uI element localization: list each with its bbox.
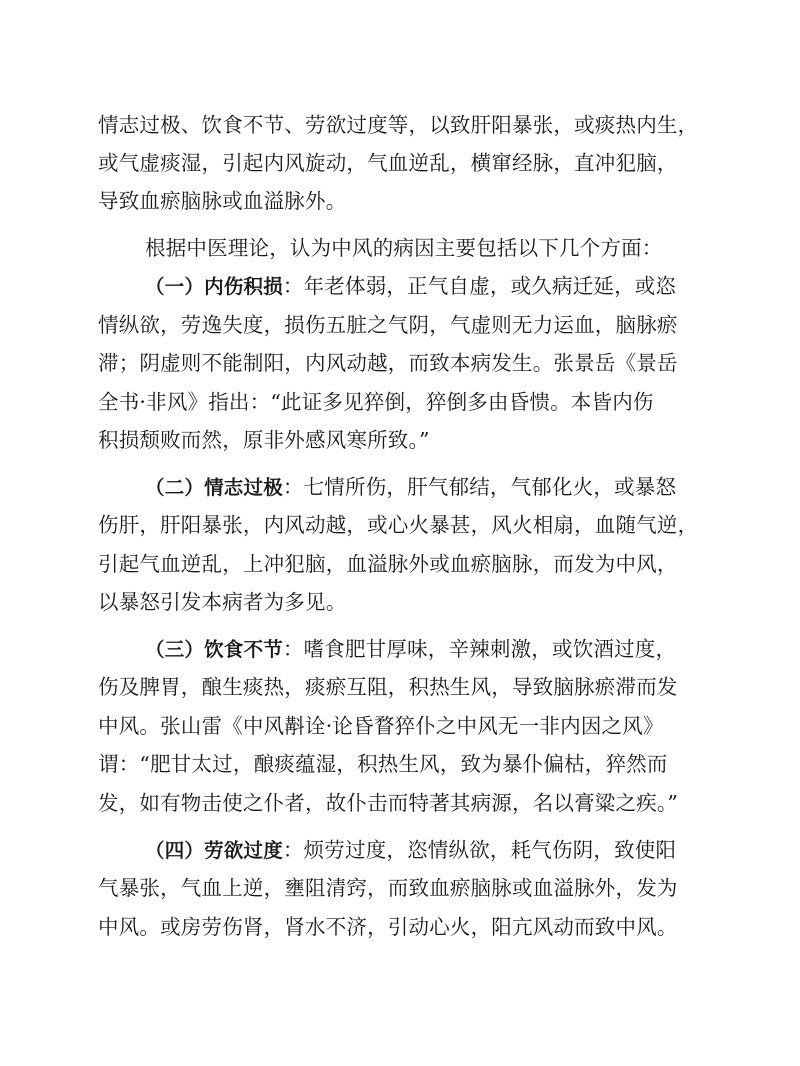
section-3-line: 中风。张山雷《中风斠诠·论昏瞀猝仆之中风无一非内因之风》 — [98, 714, 664, 738]
lead-paragraph: 根据中医理论，认为中风的病因主要包括以下几个方面： — [145, 236, 663, 260]
section-2-first-line — [145, 472, 676, 503]
section-3-line: 伤及脾胃，酿生痰热，痰瘀互阻，积热生风，导致脑脉瘀滞而发 — [98, 675, 678, 699]
section-3-text: ：嗜食肥甘厚味，辛辣刺激，或饮酒过度， — [282, 637, 677, 661]
section-1-line: 滞；阴虚则不能制阳，内风动越，而致本病发生。张景岳《景岳 — [98, 351, 678, 375]
section-1-line: 全书·非风》指出：“此证多见猝倒，猝倒多由昏愦。本皆内伤 — [98, 390, 654, 414]
section-3-heading: （三）饮食不节 — [145, 638, 283, 661]
section-1-line: 积损颓败而然，原非外感风寒所致。” — [98, 428, 430, 452]
intro-line-1: 情志过极、饮食不节、劳欲过度等，以致肝阳暴张，或痰热内生， — [98, 113, 699, 137]
section-3-line: 发，如有物击使之仆者，故仆击而特著其病源，名以膏粱之疾。” — [98, 791, 679, 815]
section-2-line: 引起气血逆乱，上冲犯脑，血溢脉外或血瘀脑脉，而发为中风， — [98, 552, 678, 576]
section-2-line: 以暴怒引发本病者为多见。 — [98, 590, 347, 614]
section-4-heading: （四）劳欲过度 — [145, 839, 283, 862]
section-1-line: 情纵欲，劳逸失度，损伤五脏之气阴，气虚则无力运血，脑脉瘀 — [98, 313, 678, 337]
section-3-line: 谓：“肥甘太过，酿痰蕴湿，积热生风，致为暴仆偏枯，猝然而 — [98, 752, 668, 776]
intro-line-2: 或气虚痰湿，引起内风旋动，气血逆乱，横窜经脉，直冲犯脑， — [98, 151, 678, 175]
section-2-heading: （二）情志过极 — [145, 476, 283, 499]
section-4-line: 中风。或房劳伤肾，肾水不济，引动心火，阳亢风动而致中风。 — [98, 915, 678, 939]
section-2-text: ：七情所伤，肝气郁结，气郁化火，或暴怒 — [282, 475, 677, 499]
section-3-first-line — [145, 634, 676, 665]
section-2-line: 伤肝，肝阳暴张，内风动越，或心火暴甚，风火相扇，血随气逆， — [98, 513, 699, 537]
section-1-first-line — [145, 271, 676, 302]
section-4-first-line — [145, 835, 676, 866]
section-1-heading: （一）内伤积损 — [145, 275, 283, 298]
section-4-text: ：烦劳过度，恣情纵欲，耗气伤阴，致使阳 — [282, 838, 677, 862]
section-1-text: ：年老体弱，正气自虚，或久病迁延，或恣 — [282, 274, 677, 298]
intro-line-3: 导致血瘀脑脉或血溢脉外。 — [98, 189, 347, 213]
section-4-line: 气暴张，气血上逆，壅阻清窍，而致血瘀脑脉或血溢脉外，发为 — [98, 876, 678, 900]
